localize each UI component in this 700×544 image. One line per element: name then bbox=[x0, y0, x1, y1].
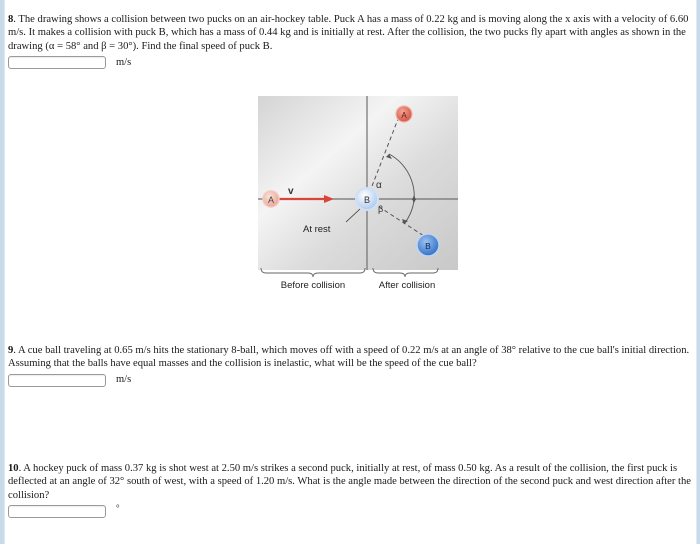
answer-input-q8[interactable] bbox=[8, 56, 106, 69]
unit-label: m/s bbox=[116, 374, 132, 386]
velocity-label: v bbox=[288, 186, 294, 197]
question-8 bbox=[8, 13, 694, 70]
svg-text:A: A bbox=[401, 111, 407, 120]
alpha-label: α bbox=[376, 180, 382, 191]
degree-unit-label: ° bbox=[116, 502, 120, 513]
question-9-text: 9. A cue ball traveling at 0.65 m/s hits the stationary 8-ball, which moves off with a speed of 0.22 m/s at an angle of 38° relative to the cue ball's initial direction. Assuming that the balls have equal masses and the collision is inelastic, what will be the speed of the cue ball? bbox=[8, 345, 690, 370]
answer-input-q9[interactable] bbox=[8, 374, 106, 387]
question-number: 8 bbox=[8, 14, 14, 25]
right-scrollbar-edge[interactable] bbox=[696, 0, 700, 544]
unit-label: m/s bbox=[116, 56, 132, 68]
question-number: 9 bbox=[8, 345, 14, 356]
after-collision-label: After collision bbox=[378, 280, 436, 291]
svg-text:B: B bbox=[363, 195, 371, 205]
left-border bbox=[0, 0, 5, 544]
beta-label: β bbox=[378, 204, 384, 214]
collision-diagram bbox=[252, 96, 462, 296]
answer-input-q10[interactable] bbox=[8, 505, 106, 518]
before-collision-label: Before collision bbox=[280, 280, 346, 291]
svg-text:B: B bbox=[425, 241, 431, 251]
question-10 bbox=[8, 462, 694, 519]
answer-row bbox=[8, 55, 694, 70]
answer-row bbox=[8, 373, 694, 388]
question-8-text: 8. The drawing shows a collision between two pucks on an air-hockey table. Puck A has a mass of 0.22 kg and is moving along the x axis with a velocity of 6.60 m/s. It makes a collision with puck B, which has a mass of 0.44 kg and is initially at rest. After the collision, the two pucks fly apart with angles as shown in the drawing (α = 58° and β = 30°). Find the final speed of puck B. bbox=[8, 14, 689, 52]
at-rest-label: At rest bbox=[303, 224, 331, 235]
question-9 bbox=[8, 344, 694, 388]
answer-row bbox=[8, 504, 694, 519]
question-10-text: 10. A hockey puck of mass 0.37 kg is shot west at 2.50 m/s strikes a second puck, initially at rest, of mass 0.50 kg. As a result of the collision, the first puck is deflected at an angle of 32° south of west, with a speed of 1.20 m/s. What is the angle made between the direction of the second puck and west direction after the collision? bbox=[8, 463, 691, 501]
question-number: 10 bbox=[8, 463, 19, 474]
svg-text:A: A bbox=[267, 195, 275, 205]
